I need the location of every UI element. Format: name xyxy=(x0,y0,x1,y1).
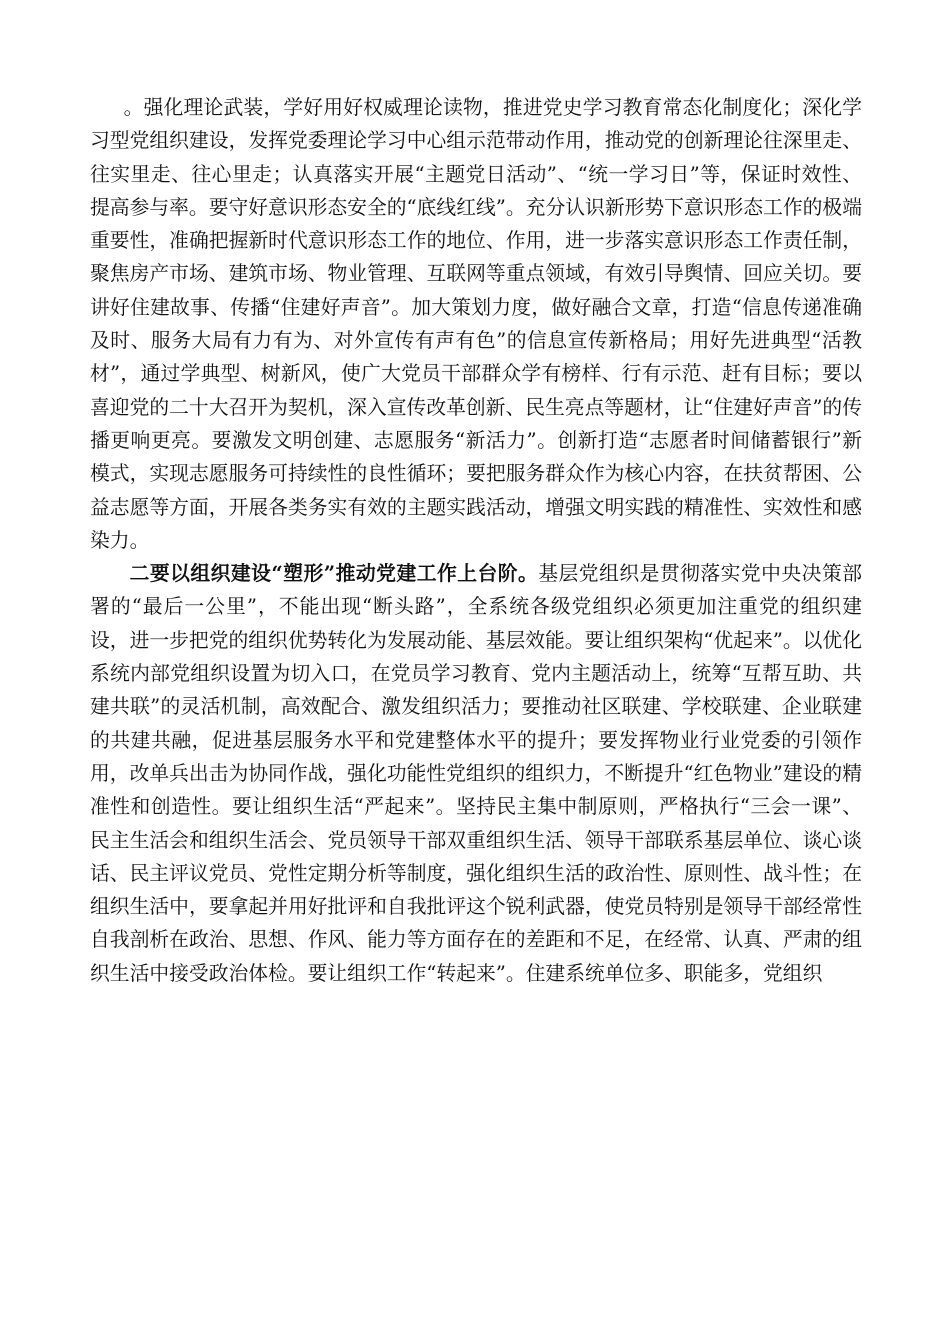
paragraph-2-heading: 二要以组织建设“塑形”推动党建工作上台阶。 xyxy=(129,561,539,586)
paragraph-1-text: 。强化理论武装，学好用好权威理论读物，推进党史学习教育常态化制度化；深化学习型党组织建设，发挥党委理论学习中心组示范带动作用，推动党的创新理论往深里走、往实里走、往心里走；认真落实开展“主题党日活动”、“统一学习日”等，保证时效性、提高参与率。要守好意识形态安全的“底线红线”。充分认识新形势下意识形态工作的极端重要性，准确把握新时代意识形态工作的地位、作用，进一步落实意识形态工作责任制，聚焦房产市场、建筑市场、物业管理、互联网等重点领域，有效引导舆情、回应关切。要讲好住建故事、传播“住建好声音”。加大策划力度，做好融合文章，打造“信息传递准确及时、服务大局有力有为、对外宣传有声有色”的信息宣传新格局；用好先进典型“活教材”，通过学典型、树新风，使广大党员干部群众学有榜样、行有示范、赶有目标；要以喜迎党的二十大召开为契机，深入宣传改革创新、民生亮点等题材，让“住建好声音”的传播更响更亮。要激发文明创建、志愿服务“新活力”。创新打造“志愿者时间储蓄银行”新模式，实现志愿服务可持续性的良性循环；要把服务群众作为核心内容，在扶贫帮困、公益志愿等方面，开展各类务实有效的主题实践活动，增强文明实践的精准性、实效性和感染力。 xyxy=(90,96,862,552)
paragraph-2 xyxy=(90,557,862,990)
paragraph-2-text: 基层党组织是贯彻落实党中央决策部署的“最后一公里”，不能出现“断头路”，全系统各级党组织必须更加注重党的组织建设，进一步把党的组织优势转化为发展动能、基层效能。要让组织架构“优起来”。以优化系统内部党组织设置为切入口，在党员学习教育、党内主题活动上，统筹“互帮互助、共建共联”的灵活机制，高效配合、激发组织活力；要推动社区联建、学校联建、企业联建的共建共融，促进基层服务水平和党建整体水平的提升；要发挥物业行业党委的引领作用，改单兵出击为协同作战，强化功能性党组织的组织力，不断提升“红色物业”建设的精准性和创造性。要让组织生活“严起来”。坚持民主集中制原则，严格执行“三会一课”、民主生活会和组织生活会、党员领导干部双重组织生活、领导干部联系基层单位、谈心谈话、民主评议党员、党性定期分析等制度，强化组织生活的政治性、原则性、战斗性；在组织生活中，要拿起并用好批评和自我批评这个锐利武器，使党员特别是领导干部经常性自我剖析在政治、思想、作风、能力等方面存在的差距和不足，在经常、认真、严肃的组织生活中接受政治体检。要让组织工作“转起来”。住建系统单位多、职能多，党组织 xyxy=(90,562,862,985)
document-page xyxy=(90,91,862,990)
paragraph-1 xyxy=(90,91,862,557)
